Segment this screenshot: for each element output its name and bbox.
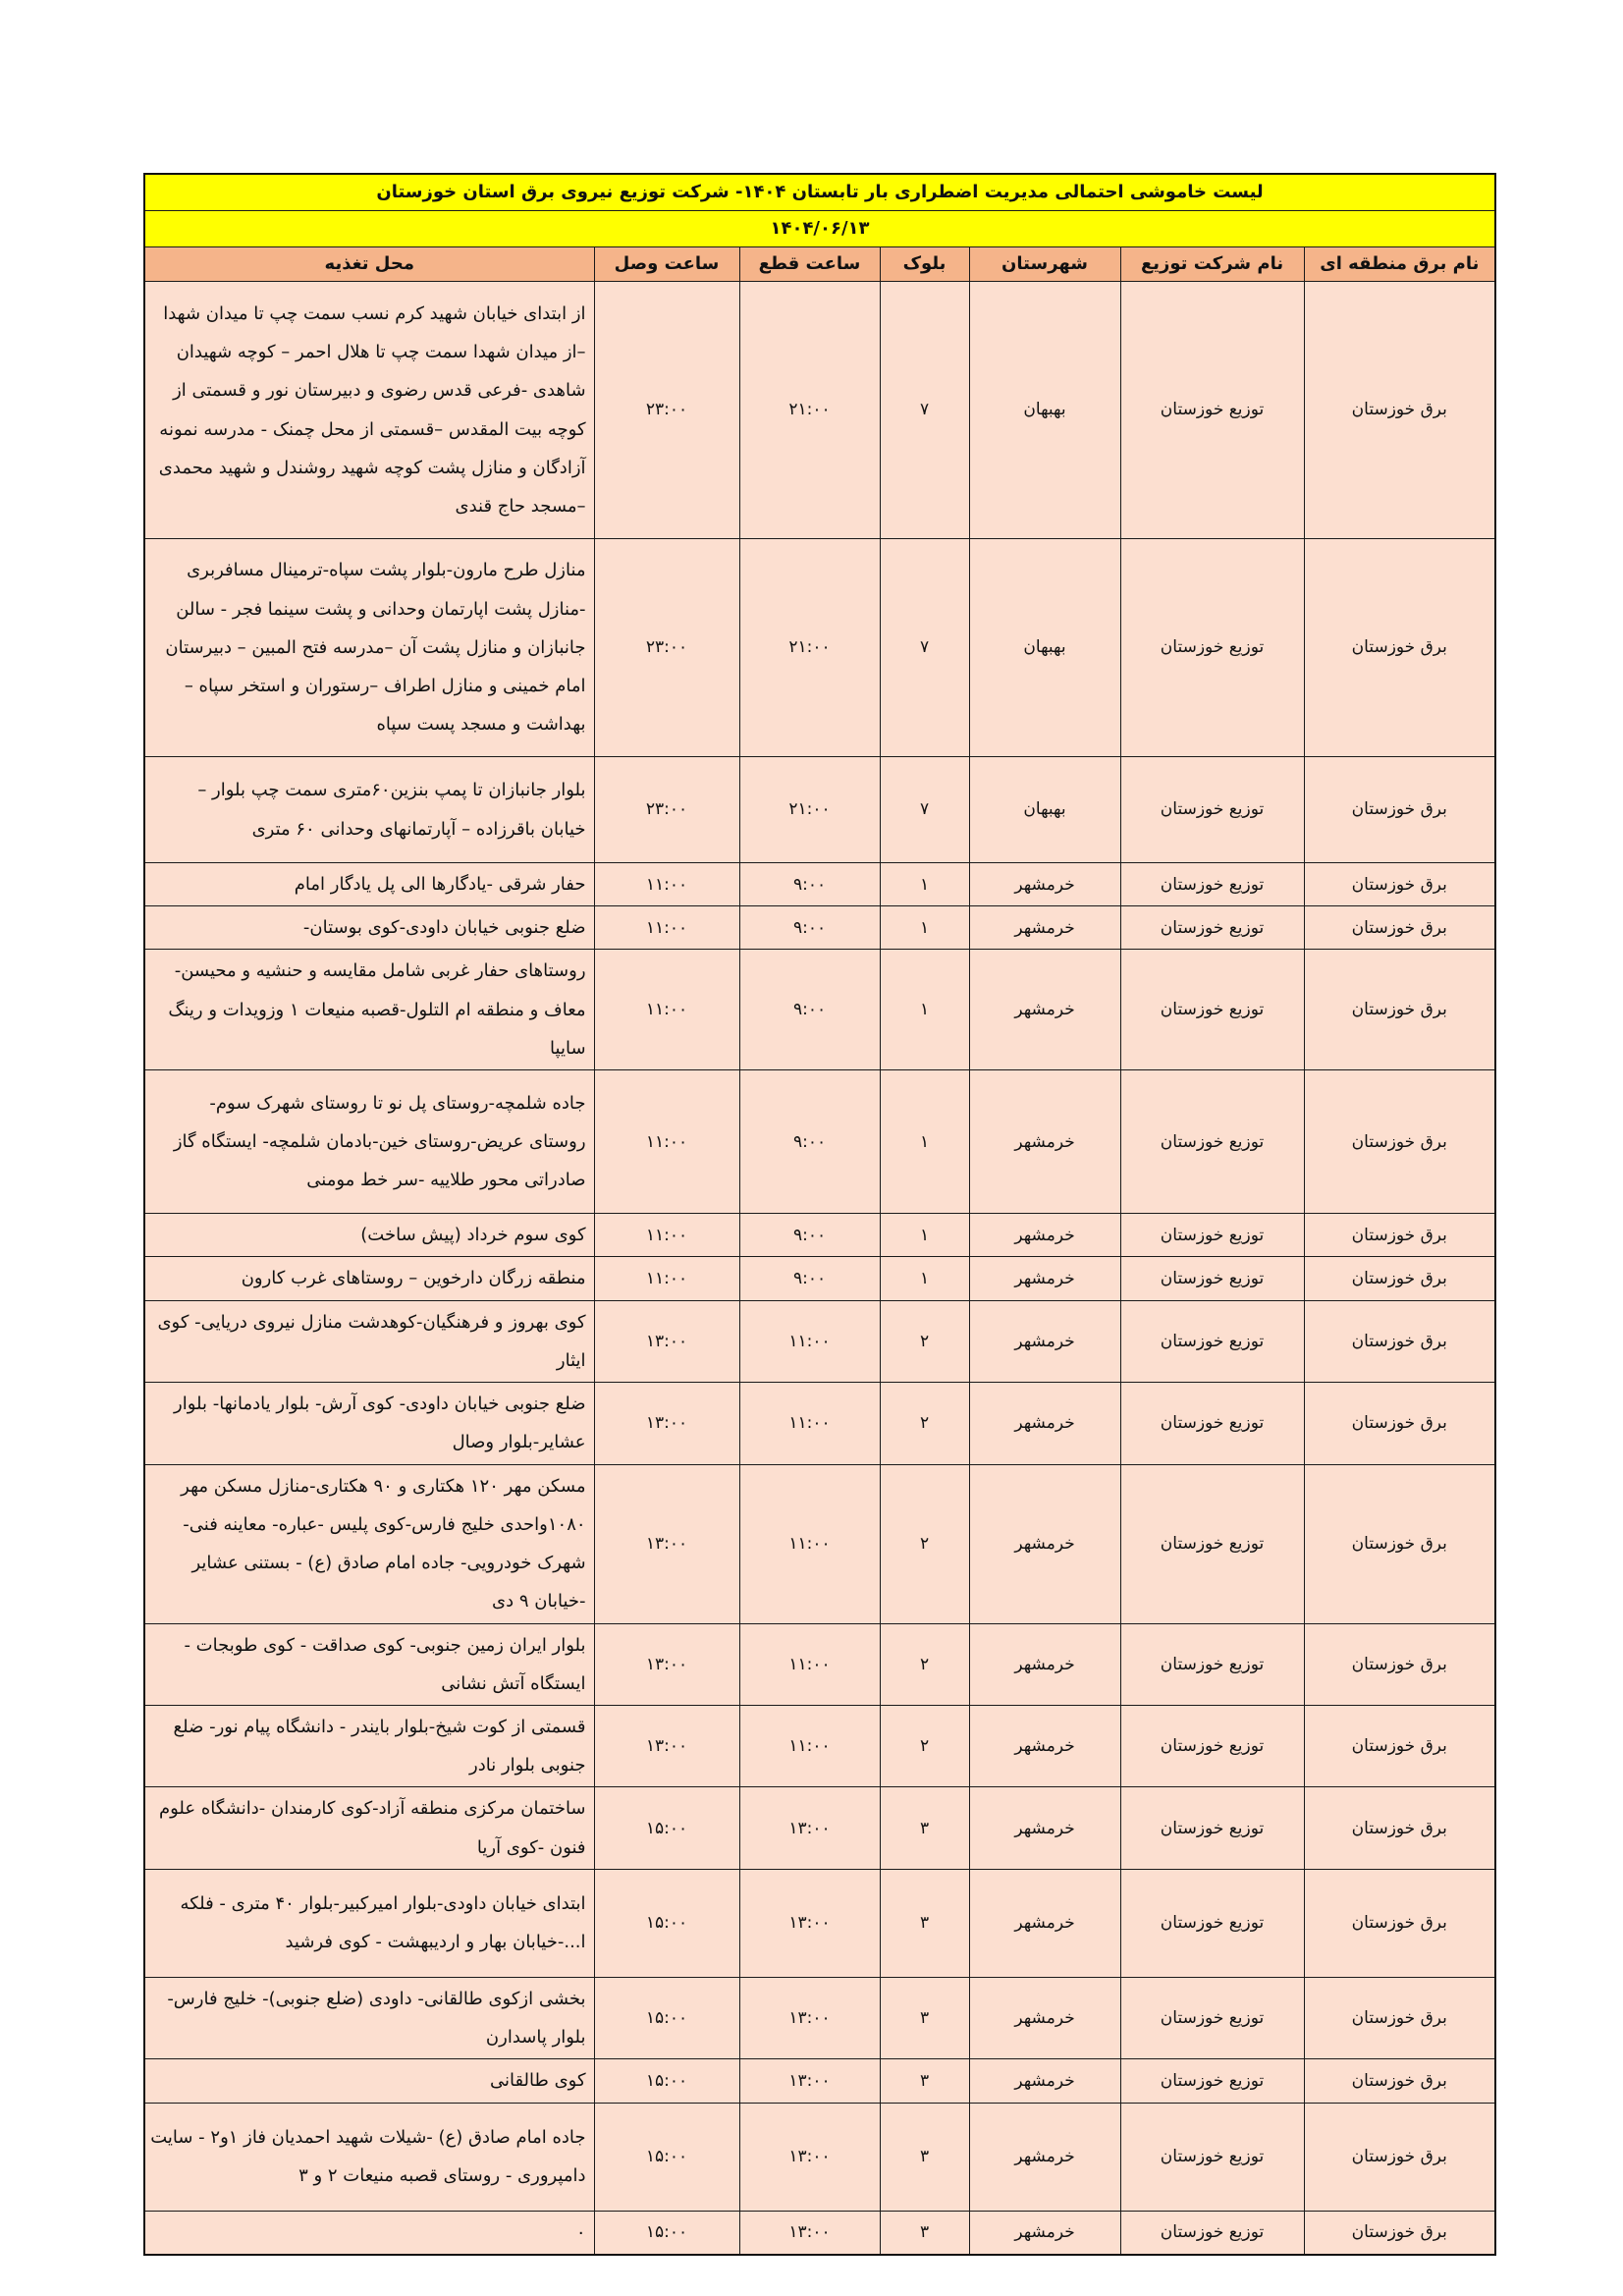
cell-city: بهبهان: [969, 539, 1120, 757]
cell-block: ۷: [880, 539, 969, 757]
cell-reconnect-time: ۱۵:۰۰: [594, 2059, 739, 2103]
cell-cut-time: ۱۱:۰۰: [739, 1623, 880, 1705]
cell-region: برق خوزستان: [1304, 863, 1495, 906]
cell-region: برق خوزستان: [1304, 2211, 1495, 2255]
cell-cut-time: ۱۳:۰۰: [739, 1869, 880, 1977]
table-row: [144, 1977, 1495, 2058]
header-location: محل تغذیه: [144, 247, 594, 282]
cell-block: ۲: [880, 1623, 969, 1705]
cell-cut-time: ۱۱:۰۰: [739, 1383, 880, 1464]
cell-reconnect-time: ۱۱:۰۰: [594, 863, 739, 906]
cell-block: ۳: [880, 2103, 969, 2211]
cell-cut-time: ۹:۰۰: [739, 950, 880, 1070]
outage-schedule-table: [143, 173, 1496, 2256]
cell-cut-time: ۱۳:۰۰: [739, 1787, 880, 1869]
cell-location: کوی بهروز و فرهنگیان-کوهدشت منازل نیروی دریایی- کوی ایثار: [144, 1300, 594, 1382]
cell-block: ۱: [880, 1257, 969, 1300]
cell-city: خرمشهر: [969, 1464, 1120, 1623]
cell-location: جاده امام صادق (ع) -شیلات شهید احمدیان فاز ۱و۲ - سایت دامپروری - روستای قصبه منیعات ۲ و ۳: [144, 2103, 594, 2211]
header-row: [144, 247, 1495, 282]
cell-cut-time: ۱۱:۰۰: [739, 1705, 880, 1786]
cell-company: توزیع خوزستان: [1120, 1214, 1304, 1257]
cell-region: برق خوزستان: [1304, 1977, 1495, 2058]
cell-city: خرمشهر: [969, 1977, 1120, 2058]
cell-region: برق خوزستان: [1304, 282, 1495, 539]
cell-region: برق خوزستان: [1304, 1070, 1495, 1214]
cell-reconnect-time: ۱۱:۰۰: [594, 950, 739, 1070]
cell-company: توزیع خوزستان: [1120, 1300, 1304, 1382]
cell-cut-time: ۱۳:۰۰: [739, 1977, 880, 2058]
cell-reconnect-time: ۱۵:۰۰: [594, 1977, 739, 2058]
table-row: [144, 2211, 1495, 2255]
cell-city: خرمشهر: [969, 950, 1120, 1070]
cell-city: خرمشهر: [969, 1869, 1120, 1977]
cell-region: برق خوزستان: [1304, 1787, 1495, 1869]
cell-reconnect-time: ۱۳:۰۰: [594, 1623, 739, 1705]
header-block: بلوک: [880, 247, 969, 282]
cell-company: توزیع خوزستان: [1120, 1705, 1304, 1786]
cell-region: برق خوزستان: [1304, 1869, 1495, 1977]
cell-cut-time: ۲۱:۰۰: [739, 282, 880, 539]
cell-location: روستاهای حفار غربی شامل مقایسه و حنشیه و محیسن- معاف و منطقه ام التلول-قصبه منیعات ۱ وزویدات و رینگ سایپا: [144, 950, 594, 1070]
cell-block: ۷: [880, 757, 969, 863]
cell-company: توزیع خوزستان: [1120, 950, 1304, 1070]
table-row: [144, 1214, 1495, 1257]
cell-region: برق خوزستان: [1304, 1464, 1495, 1623]
cell-region: برق خوزستان: [1304, 757, 1495, 863]
cell-location: حفار شرقی -یادگارها الی پل یادگار امام: [144, 863, 594, 906]
cell-cut-time: ۹:۰۰: [739, 1257, 880, 1300]
header-company: نام شرکت توزیع: [1120, 247, 1304, 282]
header-region: نام برق منطقه ای: [1304, 247, 1495, 282]
cell-region: برق خوزستان: [1304, 2103, 1495, 2211]
cell-company: توزیع خوزستان: [1120, 1623, 1304, 1705]
cell-reconnect-time: ۲۳:۰۰: [594, 282, 739, 539]
cell-city: خرمشهر: [969, 906, 1120, 950]
cell-region: برق خوزستان: [1304, 1300, 1495, 1382]
cell-city: بهبهان: [969, 757, 1120, 863]
cell-location: بلوار ایران زمین جنوبی- کوی صداقت - کوی طوبجات - ایستگاه آتش نشانی: [144, 1623, 594, 1705]
cell-block: ۳: [880, 1869, 969, 1977]
cell-location: کوی طالقانی: [144, 2059, 594, 2103]
table-row: [144, 906, 1495, 950]
cell-location: جاده شلمچه-روستای پل نو تا روستای شهرک سوم- روستای عریض-روستای خین-بادمان شلمچه- ایستگاه گاز صادراتی محور طلاییه -سر خط مومنی: [144, 1070, 594, 1214]
cell-location: قسمتی از کوت شیخ-بلوار بایندر - دانشگاه پیام نور- ضلع جنوبی بلوار نادر: [144, 1705, 594, 1786]
cell-reconnect-time: ۱۵:۰۰: [594, 2103, 739, 2211]
cell-city: خرمشهر: [969, 1070, 1120, 1214]
cell-block: ۱: [880, 863, 969, 906]
cell-block: ۳: [880, 1977, 969, 2058]
cell-location: ساختمان مرکزی منطقه آزاد-کوی کارمندان -دانشگاه علوم فنون -کوی آریا: [144, 1787, 594, 1869]
table-row: [144, 539, 1495, 757]
cell-cut-time: ۱۳:۰۰: [739, 2059, 880, 2103]
cell-reconnect-time: ۱۵:۰۰: [594, 1787, 739, 1869]
table-row: [144, 863, 1495, 906]
cell-company: توزیع خوزستان: [1120, 1869, 1304, 1977]
cell-region: برق خوزستان: [1304, 906, 1495, 950]
cell-city: خرمشهر: [969, 1214, 1120, 1257]
cell-reconnect-time: ۱۳:۰۰: [594, 1383, 739, 1464]
cell-location: بخشی ازکوی طالقانی- داودی (ضلع جنوبی)- خلیج فارس- بلوار پاسدارن: [144, 1977, 594, 2058]
cell-location: کوی سوم خرداد (پیش ساخت): [144, 1214, 594, 1257]
cell-city: خرمشهر: [969, 1623, 1120, 1705]
cell-reconnect-time: ۱۵:۰۰: [594, 1869, 739, 1977]
cell-company: توزیع خوزستان: [1120, 1787, 1304, 1869]
table-row: [144, 1257, 1495, 1300]
cell-region: برق خوزستان: [1304, 1623, 1495, 1705]
cell-company: توزیع خوزستان: [1120, 906, 1304, 950]
cell-region: برق خوزستان: [1304, 2059, 1495, 2103]
cell-location: منطقه زرگان دارخوین – روستاهای غرب کارون: [144, 1257, 594, 1300]
cell-block: ۱: [880, 1070, 969, 1214]
table-row: [144, 1383, 1495, 1464]
cell-cut-time: ۹:۰۰: [739, 906, 880, 950]
cell-region: برق خوزستان: [1304, 1214, 1495, 1257]
table-row: [144, 2103, 1495, 2211]
table-row: [144, 1623, 1495, 1705]
cell-cut-time: ۲۱:۰۰: [739, 539, 880, 757]
cell-region: برق خوزستان: [1304, 950, 1495, 1070]
cell-reconnect-time: ۱۵:۰۰: [594, 2211, 739, 2255]
cell-reconnect-time: ۱۳:۰۰: [594, 1300, 739, 1382]
cell-location: ضلع جنوبی خیابان داودی-کوی بوستان-: [144, 906, 594, 950]
cell-company: توزیع خوزستان: [1120, 282, 1304, 539]
title-row: [144, 174, 1495, 211]
header-city: شهرستان: [969, 247, 1120, 282]
cell-block: ۲: [880, 1383, 969, 1464]
cell-reconnect-time: ۱۱:۰۰: [594, 1257, 739, 1300]
cell-block: ۱: [880, 906, 969, 950]
cell-city: خرمشهر: [969, 2059, 1120, 2103]
table-row: [144, 1705, 1495, 1786]
cell-company: توزیع خوزستان: [1120, 1464, 1304, 1623]
cell-location: ۰: [144, 2211, 594, 2255]
cell-cut-time: ۱۱:۰۰: [739, 1300, 880, 1382]
cell-block: ۳: [880, 2059, 969, 2103]
cell-region: برق خوزستان: [1304, 1705, 1495, 1786]
cell-company: توزیع خوزستان: [1120, 1383, 1304, 1464]
cell-block: ۲: [880, 1464, 969, 1623]
cell-reconnect-time: ۱۱:۰۰: [594, 906, 739, 950]
cell-city: خرمشهر: [969, 1300, 1120, 1382]
cell-block: ۱: [880, 950, 969, 1070]
cell-block: ۳: [880, 2211, 969, 2255]
cell-location: ضلع جنوبی خیابان داودی- کوی آرش- بلوار یادمانها- بلوار عشایر-بلوار وصال: [144, 1383, 594, 1464]
table-row: [144, 1869, 1495, 1977]
cell-block: ۲: [880, 1300, 969, 1382]
cell-location: ابتدای خیابان داودی-بلوار امیرکبیر-بلوار ۴۰ متری - فلکه ا...-خیابان بهار و اردیبهشت - کوی فرشید: [144, 1869, 594, 1977]
cell-company: توزیع خوزستان: [1120, 863, 1304, 906]
cell-location: مسکن مهر ۱۲۰ هکتاری و ۹۰ هکتاری-منازل مسکن مهر ۱۰۸۰واحدی خلیج فارس-کوی پلیس -عباره- معاینه فنی-شهرک خودرویی- جاده امام صادق (ع) - بستنی عشایر -خیابان ۹ دی: [144, 1464, 594, 1623]
cell-company: توزیع خوزستان: [1120, 1977, 1304, 2058]
table-row: [144, 2059, 1495, 2103]
cell-city: بهبهان: [969, 282, 1120, 539]
cell-block: ۱: [880, 1214, 969, 1257]
cell-city: خرمشهر: [969, 1787, 1120, 1869]
cell-city: خرمشهر: [969, 1383, 1120, 1464]
cell-location: از ابتدای خیابان شهید کرم نسب سمت چپ تا میدان شهدا –از میدان شهدا سمت چپ تا هلال احمر – کوچه شهیدان شاهدی -فرعی قدس رضوی و دبیرستان نور و قسمتی از کوچه بیت المقدس –قسمتی از محل چمنک - مدرسه نمونه آزادگان و منازل پشت کوچه شهید روشندل و شهید محمدی –مسجد حاج قندی: [144, 282, 594, 539]
cell-cut-time: ۲۱:۰۰: [739, 757, 880, 863]
cell-region: برق خوزستان: [1304, 1257, 1495, 1300]
cell-reconnect-time: ۱۳:۰۰: [594, 1464, 739, 1623]
document-date: ۱۴۰۴/۰۶/۱۳: [144, 211, 1495, 247]
cell-cut-time: ۹:۰۰: [739, 1214, 880, 1257]
cell-cut-time: ۹:۰۰: [739, 1070, 880, 1214]
table-row: [144, 757, 1495, 863]
cell-reconnect-time: ۱۱:۰۰: [594, 1214, 739, 1257]
cell-location: منازل طرح مارون-بلوار پشت سپاه-ترمینال مسافربری -منازل پشت اپارتمان وحدانی و پشت سینما فجر - سالن جانبازان و منازل پشت آن –مدرسه فتح المبین – دبیرستان امام خمینی و منازل اطراف –رستوران و استخر سپاه –بهداشت و مسجد پست سپاه: [144, 539, 594, 757]
cell-reconnect-time: ۱۱:۰۰: [594, 1070, 739, 1214]
cell-block: ۷: [880, 282, 969, 539]
date-row: [144, 211, 1495, 247]
cell-block: ۲: [880, 1705, 969, 1786]
cell-company: توزیع خوزستان: [1120, 539, 1304, 757]
table-row: [144, 1464, 1495, 1623]
cell-city: خرمشهر: [969, 2103, 1120, 2211]
table-row: [144, 1070, 1495, 1214]
cell-city: خرمشهر: [969, 863, 1120, 906]
cell-company: توزیع خوزستان: [1120, 2103, 1304, 2211]
header-cut-time: ساعت قطع: [739, 247, 880, 282]
cell-city: خرمشهر: [969, 1705, 1120, 1786]
header-reconnect-time: ساعت وصل: [594, 247, 739, 282]
document-title: لیست خاموشی احتمالی مدیریت اضطراری بار تابستان ۱۴۰۴- شرکت توزیع نیروی برق استان خوزستان: [144, 174, 1495, 211]
cell-reconnect-time: ۱۳:۰۰: [594, 1705, 739, 1786]
table-row: [144, 1300, 1495, 1382]
cell-city: خرمشهر: [969, 2211, 1120, 2255]
cell-region: برق خوزستان: [1304, 1383, 1495, 1464]
cell-city: خرمشهر: [969, 1257, 1120, 1300]
cell-company: توزیع خوزستان: [1120, 757, 1304, 863]
cell-block: ۳: [880, 1787, 969, 1869]
cell-cut-time: ۹:۰۰: [739, 863, 880, 906]
cell-company: توزیع خوزستان: [1120, 1257, 1304, 1300]
cell-company: توزیع خوزستان: [1120, 1070, 1304, 1214]
cell-location: بلوار جانبازان تا پمپ بنزین۶۰متری سمت چپ بلوار – خیابان باقرزاده – آپارتمانهای وحدانی ۶۰ متری: [144, 757, 594, 863]
table-row: [144, 1787, 1495, 1869]
table-row: [144, 950, 1495, 1070]
cell-company: توزیع خوزستان: [1120, 2211, 1304, 2255]
cell-cut-time: ۱۱:۰۰: [739, 1464, 880, 1623]
cell-region: برق خوزستان: [1304, 539, 1495, 757]
cell-cut-time: ۱۳:۰۰: [739, 2211, 880, 2255]
cell-reconnect-time: ۲۳:۰۰: [594, 539, 739, 757]
table-row: [144, 282, 1495, 539]
cell-reconnect-time: ۲۳:۰۰: [594, 757, 739, 863]
cell-cut-time: ۱۳:۰۰: [739, 2103, 880, 2211]
cell-company: توزیع خوزستان: [1120, 2059, 1304, 2103]
